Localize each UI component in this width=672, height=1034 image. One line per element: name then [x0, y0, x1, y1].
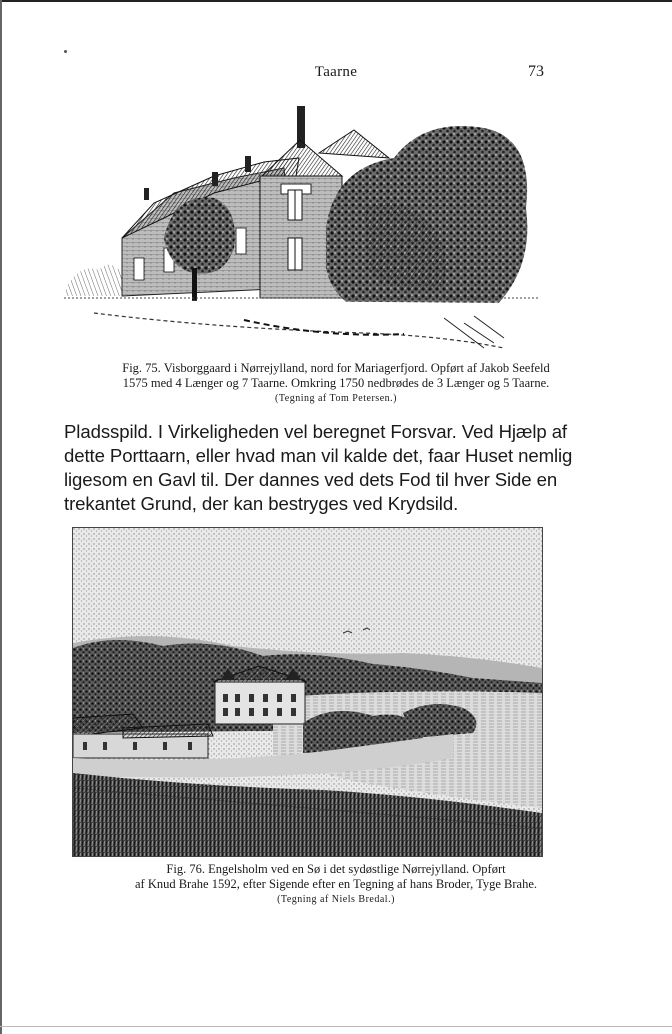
figure-75-illustration — [64, 98, 538, 360]
page-edge-top — [0, 0, 672, 2]
caption-line: af Knud Brahe 1592, efter Sigende efter en Tegning af hans Broder, Tyge Brahe. — [134, 877, 537, 891]
page-edge-left — [0, 0, 2, 1034]
caption-line: 1575 med 4 Længer og 7 Taarne. Omkring 1750 nedbrødes de 3 Længer og 5 Taarne. — [122, 376, 550, 390]
body-paragraph — [64, 420, 573, 516]
figure-credit: (Tegning af Tom Petersen.) — [275, 393, 397, 404]
body-line: Pladsspild. I Virkeligheden vel beregnet Forsvar. Ved Hjælp af — [64, 421, 568, 442]
body-line: ligesom en Gavl til. Der dannes ved dets Fod til hver Side en — [64, 469, 558, 490]
body-line: trekantet Grund, der kan bestryges ved Krydsild. — [64, 493, 459, 514]
speck — [64, 50, 67, 53]
figure-75-caption — [60, 361, 612, 406]
figure-76-illustration — [72, 527, 543, 857]
running-head: Taarne — [314, 64, 358, 80]
caption-line: Fig. 75. Visborggaard i Nørrejylland, nord for Mariagerfjord. Opført af Jakob Seefeld — [122, 361, 550, 375]
figure-76-caption — [60, 862, 612, 907]
page-edge-bottom — [0, 1026, 672, 1027]
page-number: 73 — [528, 63, 544, 80]
caption-line: Fig. 76. Engelsholm ved en Sø i det sydøstlige Nørrejylland. Opført — [166, 862, 506, 876]
figure-credit: (Tegning af Niels Bredal.) — [277, 894, 395, 905]
body-line: dette Porttaarn, eller hvad man vil kalde det, faar Huset nemlig — [64, 445, 573, 466]
